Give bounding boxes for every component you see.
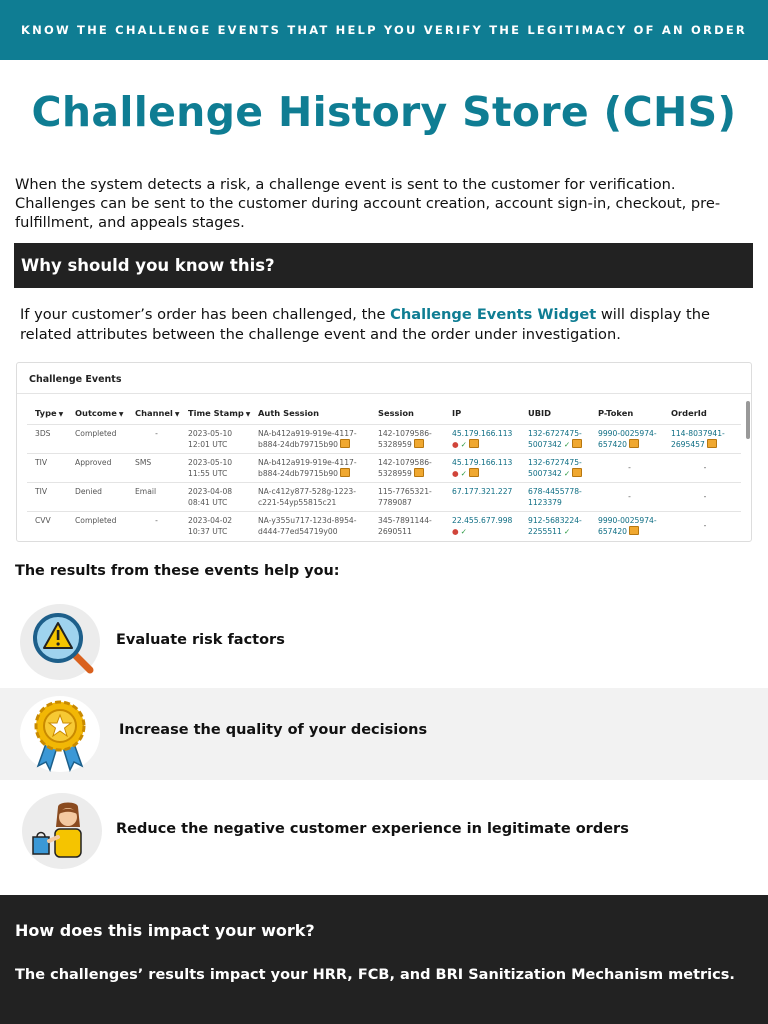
box-icon[interactable] <box>340 439 350 448</box>
cell-channel: - <box>127 511 180 540</box>
table-header-row <box>27 407 741 424</box>
cell-outcome: Denied <box>67 482 127 511</box>
benefit-label-quality: Increase the quality of your decisions <box>119 722 428 738</box>
benefit-label-risk: Evaluate risk factors <box>116 632 285 648</box>
chevron-down-icon: ▼ <box>174 410 180 418</box>
cell-auth-session: NA-c412y877-528g-1223- c221-54yp55815c21 <box>250 482 370 511</box>
widget-name-highlight: Challenge Events Widget <box>390 306 597 323</box>
cell-ip[interactable]: 45.179.166.113 ● ✓ <box>444 424 520 453</box>
box-icon[interactable] <box>340 468 350 477</box>
cell-channel: Email <box>127 482 180 511</box>
column-header-ubid: UBID <box>528 407 552 418</box>
cell-ptoken[interactable]: 9990-0025974- 657420 <box>590 424 663 453</box>
award-ribbon-icon <box>20 696 100 772</box>
why-section-header <box>14 243 753 288</box>
cell-timestamp: 2023-04-02 10:37 UTC <box>180 511 250 540</box>
why-text-after: will display the related attributes between the challenge event and the order under investigation. <box>20 306 711 343</box>
cell-session: 142-1079586- 5328959 <box>370 424 444 453</box>
table-row <box>27 453 741 482</box>
table-row <box>27 424 741 453</box>
cell-timestamp: 2023-05-10 11:55 UTC <box>180 453 250 482</box>
magnifier-warning-icon <box>20 604 100 680</box>
check-icon: ✓ <box>563 526 571 536</box>
column-header-type[interactable]: Type ▼ <box>35 407 64 418</box>
cell-channel: SMS <box>127 453 180 482</box>
table-scrollbar[interactable] <box>746 401 750 439</box>
location-pin-icon: ● <box>452 526 459 536</box>
challenge-events-widget <box>16 362 752 542</box>
why-paragraph <box>20 305 750 345</box>
chevron-down-icon: ▼ <box>245 410 251 418</box>
box-icon[interactable] <box>629 439 639 448</box>
benefit-item-experience <box>0 790 768 875</box>
cell-type: 3DS <box>27 424 67 453</box>
check-icon: ✓ <box>563 439 571 449</box>
cell-session: 345-7891144- 2690511 <box>370 511 444 540</box>
table-row <box>27 511 741 540</box>
box-icon[interactable] <box>414 439 424 448</box>
why-text-before: If your customer’s order has been challenged, the <box>20 306 391 323</box>
cell-ip[interactable]: 67.177.321.227 <box>444 482 520 511</box>
cell-auth-session: NA-b412a919-919e-4117- b884-24db79715b90 <box>250 424 370 453</box>
page-title: Challenge History Store (CHS) <box>31 88 737 136</box>
benefit-label-experience: Reduce the negative customer experience in legitimate orders <box>116 821 629 837</box>
benefit-item-risk <box>0 600 768 685</box>
column-header-channel[interactable]: Channel ▼ <box>135 407 180 418</box>
cell-ip[interactable]: 45.179.166.113 ● ✓ <box>444 453 520 482</box>
box-icon[interactable] <box>469 468 479 477</box>
widget-divider <box>17 393 752 394</box>
cell-outcome: Approved <box>67 453 127 482</box>
cell-timestamp: 2023-04-08 08:41 UTC <box>180 482 250 511</box>
cell-orderid[interactable]: 114-8037941- 2695457 <box>663 424 741 453</box>
top-banner <box>0 0 768 60</box>
cell-auth-session: NA-y355u717-123d-8954- d444-77ed54719y00 <box>250 511 370 540</box>
check-icon: ✓ <box>460 526 468 536</box>
impact-section <box>0 895 768 1024</box>
check-icon: ✓ <box>460 439 468 449</box>
cell-timestamp: 2023-05-10 12:01 UTC <box>180 424 250 453</box>
impact-heading: How does this impact your work? <box>15 921 315 940</box>
cell-ubid[interactable]: 132-6727475- 5007342 ✓ <box>520 453 590 482</box>
column-header-auth-session: Auth Session <box>258 407 320 418</box>
cell-ptoken: - <box>590 482 663 511</box>
why-heading: Why should you know this? <box>21 256 275 275</box>
box-icon[interactable] <box>469 439 479 448</box>
column-header-timestamp[interactable]: Time Stamp ▼ <box>188 407 251 418</box>
cell-ubid[interactable]: 912-5683224- 2255511 ✓ <box>520 511 590 540</box>
intro-paragraph: When the system detects a risk, a challenge event is sent to the customer for verification. Challenges can be sent to the customer during account creation, account sign-in, checkout, pre-fulfillment, and appeals stages. <box>15 176 721 231</box>
shopper-icon <box>22 793 102 869</box>
cell-ubid[interactable]: 678-4455778- 1123379 <box>520 482 590 511</box>
cell-orderid: - <box>663 482 741 511</box>
box-icon[interactable] <box>629 526 639 535</box>
cell-session: 142-1079586- 5328959 <box>370 453 444 482</box>
cell-auth-session: NA-b412a919-919e-4117- b884-24db79715b90 <box>250 453 370 482</box>
check-icon: ✓ <box>563 468 571 478</box>
cell-outcome: Completed <box>67 424 127 453</box>
cell-ip[interactable]: 22.455.677.998 ● ✓ <box>444 511 520 540</box>
column-header-outcome[interactable]: Outcome ▼ <box>75 407 124 418</box>
cell-type: TIV <box>27 453 67 482</box>
column-header-orderid: OrderId <box>671 407 707 418</box>
cell-orderid: - <box>663 511 741 540</box>
results-heading: The results from these events help you: <box>15 563 340 579</box>
cell-outcome: Completed <box>67 511 127 540</box>
cell-orderid: - <box>663 453 741 482</box>
cell-type: TIV <box>27 482 67 511</box>
column-header-session: Session <box>378 407 414 418</box>
challenge-events-table <box>27 407 741 540</box>
cell-ubid[interactable]: 132-6727475- 5007342 ✓ <box>520 424 590 453</box>
benefit-item-quality <box>0 688 768 780</box>
check-icon: ✓ <box>460 468 468 478</box>
column-header-ptoken: P-Token <box>598 407 634 418</box>
cell-session: 115-7765321- 7789087 <box>370 482 444 511</box>
cell-ptoken: - <box>590 453 663 482</box>
impact-text: The challenges’ results impact your HRR, FCB, and BRI Sanitization Mechanism metrics. <box>15 967 735 983</box>
chevron-down-icon: ▼ <box>58 410 64 418</box>
box-icon[interactable] <box>572 468 582 477</box>
location-pin-icon: ● <box>452 439 459 449</box>
location-pin-icon: ● <box>452 468 459 478</box>
banner-text: KNOW THE CHALLENGE EVENTS THAT HELP YOU VERIFY THE LEGITIMACY OF AN ORDER <box>21 23 747 37</box>
cell-ptoken[interactable]: 9990-0025974- 657420 <box>590 511 663 540</box>
chevron-down-icon: ▼ <box>118 410 124 418</box>
column-header-ip: IP <box>452 407 462 418</box>
box-icon[interactable] <box>414 468 424 477</box>
box-icon[interactable] <box>572 439 582 448</box>
box-icon[interactable] <box>707 439 717 448</box>
cell-type: CVV <box>27 511 67 540</box>
cell-channel: - <box>127 424 180 453</box>
table-row <box>27 482 741 511</box>
widget-title: Challenge Events <box>29 374 122 385</box>
